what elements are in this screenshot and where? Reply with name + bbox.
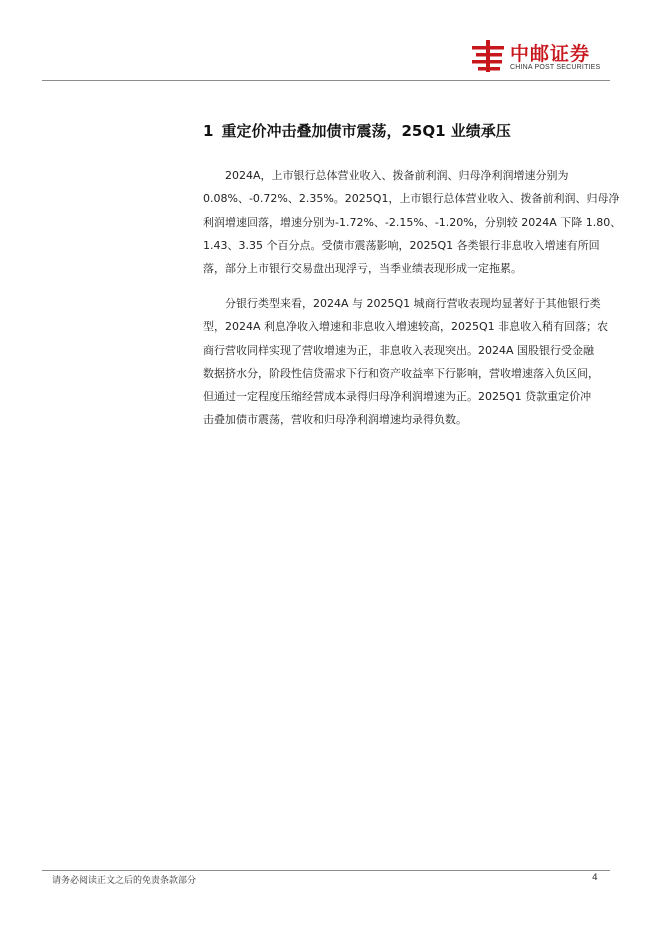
footer-divider: [42, 870, 610, 871]
section-title: 重定价冲击叠加债市震荡，25Q1 业绩承压: [221, 122, 511, 140]
footer-disclaimer: 请务必阅读正文之后的免责条款部分: [52, 876, 197, 886]
page-number: 4: [592, 873, 598, 883]
paragraph-line: 数据挤水分，阶段性信贷需求下行和资产收益率下行影响，营收增速落入负区间，: [203, 366, 599, 380]
paragraph-line: 型，2024A 利息净收入增速和非息收入增速较高，2025Q1 非息收入稍有回落；农: [203, 320, 609, 334]
paragraph-line: 0.08%、-0.72%、2.35%。2025Q1，上市银行总体营业收入、拨备前利润、归母净: [203, 192, 620, 206]
paragraph-line: 2024A，上市银行总体营业收入、拨备前利润、归母净利润增速分别为: [225, 169, 569, 182]
paragraph-line: 利润增速回落，增速分别为-1.72%、-2.15%、-1.20%，分别较 2024A 下降 1.80、: [203, 215, 622, 229]
logo-chinese-name: 中邮证券: [510, 43, 591, 65]
china-post-logo-icon: [470, 38, 506, 74]
body-paragraph-2: [203, 292, 613, 432]
logo-english-name: CHINA POST SECURITIES: [510, 64, 601, 71]
section-heading: [203, 120, 511, 141]
header-divider: [42, 80, 610, 81]
paragraph-line: 1.43、3.35 个百分点。受债市震荡影响，2025Q1 各类银行非息收入增速有所回: [203, 238, 600, 252]
paragraph-line: 落，部分上市银行交易盘出现浮亏，当季业绩表现形成一定拖累。: [203, 262, 522, 276]
section-number: 1: [203, 122, 214, 140]
paragraph-line: 商行营收同样实现了营收增速为正，非息收入表现突出。2024A 国股银行受金融: [203, 343, 595, 357]
paragraph-line: 击叠加债市震荡，营收和归母净利润增速均录得负数。: [203, 413, 467, 427]
body-paragraph-1: [203, 164, 622, 280]
company-logo: [470, 38, 620, 74]
paragraph-line: 分银行类型来看，2024A 与 2025Q1 城商行营收表现均显著好于其他银行类: [225, 297, 601, 310]
paragraph-line: 但通过一定程度压缩经营成本录得归母净利润增速为正。2025Q1 贷款重定价冲: [203, 390, 592, 404]
